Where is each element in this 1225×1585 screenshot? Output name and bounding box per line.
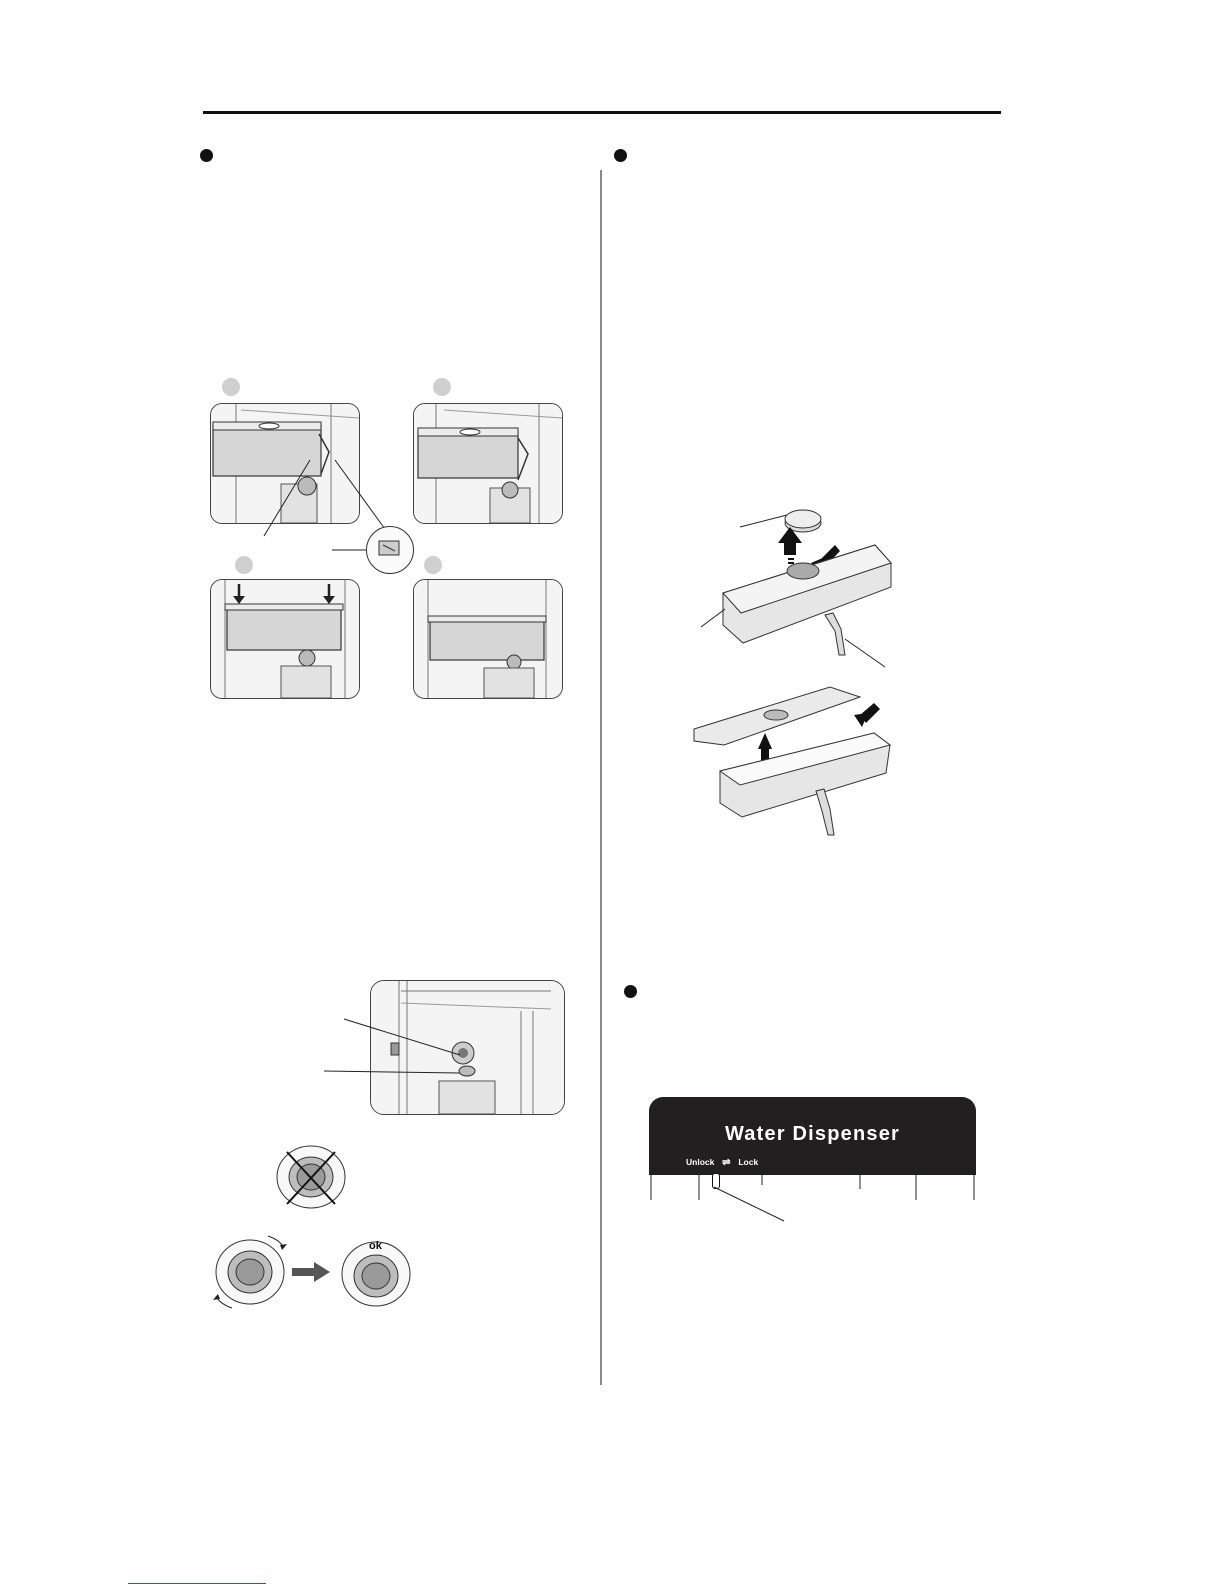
section-bullet-left [200,149,213,162]
illustration-ring-ok [340,1238,412,1308]
step-marker-1 [222,378,240,396]
footer-link-underline [128,1583,266,1584]
leader-lines-valve [320,1015,470,1085]
lock-label: Lock [738,1157,759,1167]
illustration-tank-step-2 [413,403,563,524]
column-divider [600,170,602,1385]
dispenser-title: Water Dispenser [724,1123,901,1145]
illustration-tank-cap-removal [695,505,905,675]
illustration-tank-step-4 [413,579,563,699]
dispenser-control-panel [649,1097,976,1200]
section-bullet-lock [624,985,637,998]
unlock-label: Unlock [686,1157,715,1167]
illustration-ring-incorrect [275,1144,347,1210]
leader-line-lock-switch [700,1185,790,1225]
lock-switch-legend [686,1157,758,1168]
ring-ok-label: ok [369,1240,382,1252]
detail-magnifier [366,526,414,574]
illustration-tank-lid-removal [690,685,900,845]
header-rule [203,111,1001,114]
section-bullet-right [614,149,627,162]
illustration-tank-step-3 [210,579,360,699]
arrow-right-icon [292,1262,332,1282]
dispenser-panel-body [649,1175,976,1200]
illustration-ring-rotate [210,1230,290,1312]
lock-arrows-icon: ⇌ [722,1157,731,1168]
step-marker-4 [424,556,442,574]
step-marker-2 [433,378,451,396]
